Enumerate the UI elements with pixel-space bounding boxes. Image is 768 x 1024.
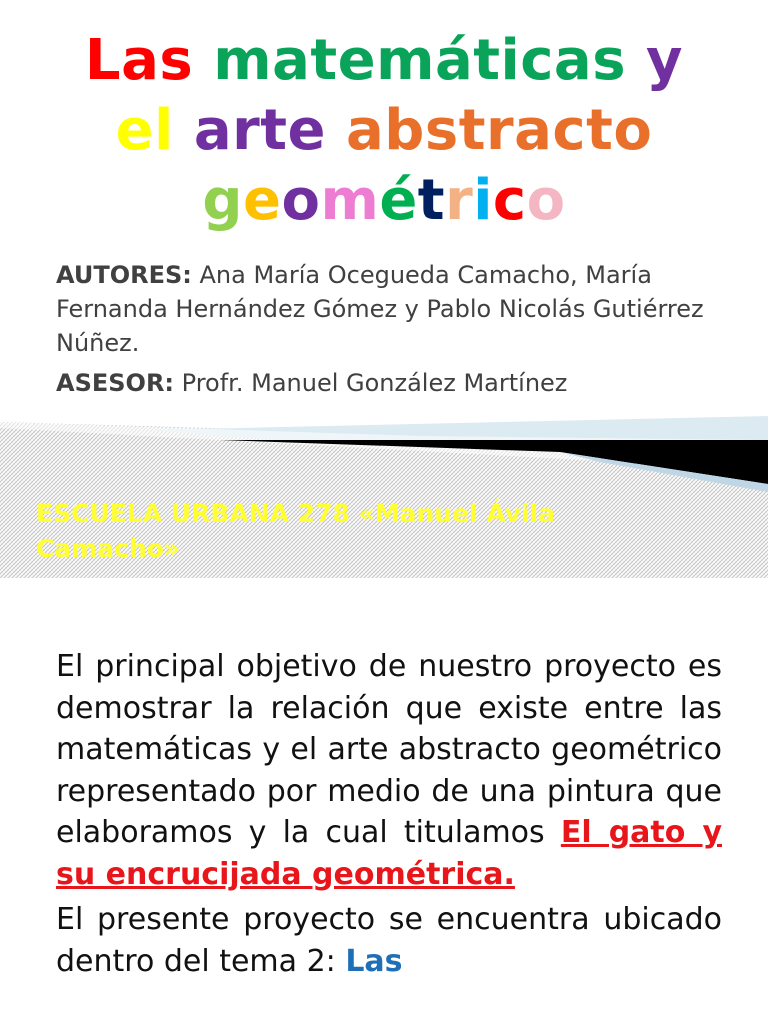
title-segment: [193, 28, 213, 93]
title-segment: c: [492, 168, 527, 233]
title-segment: abstracto: [346, 98, 653, 163]
body-text: [56, 646, 722, 982]
title-segment: Las: [84, 28, 194, 93]
topic-link-text: Las: [345, 943, 403, 979]
title-segment: matemáticas: [213, 28, 627, 93]
advisor-line: [56, 366, 736, 400]
title-segment: y: [646, 28, 684, 93]
document-title: [0, 26, 768, 236]
credits-block: [56, 258, 736, 400]
painting-title: El gato y su encrucijada geométrica.: [56, 815, 722, 892]
authors-line: [56, 258, 736, 360]
school-name: ESCUELA URBANA 278 «Manuel Ávila Camacho»: [36, 499, 556, 563]
title-segment: e: [242, 168, 282, 233]
title-segment: [326, 98, 346, 163]
paragraph-objective: [56, 646, 722, 895]
title-segment: i: [473, 168, 493, 233]
title-segment: r: [445, 168, 474, 233]
title-segment: o: [281, 168, 321, 233]
title-segment: arte: [193, 98, 326, 163]
title-line-3: [0, 166, 768, 236]
title-segment: é: [379, 168, 418, 233]
advisor-name: Profr. Manuel González Martínez: [174, 369, 568, 397]
title-segment: g: [202, 168, 243, 233]
authors-label: AUTORES:: [56, 261, 192, 289]
title-segment: el: [115, 98, 174, 163]
objective-text: El principal objetivo de nuestro proyecto es demostrar la relación que existe entre las matemáticas y el arte abstracto geométrico representado por medio de una pintura que elaboramos y la cual titulamos: [56, 649, 722, 850]
title-segment: m: [320, 168, 380, 233]
paragraph-location: [56, 899, 722, 982]
title-segment: t: [417, 168, 446, 233]
title-segment: o: [526, 168, 566, 233]
advisor-label: ASESOR:: [56, 369, 175, 397]
title-segment: [626, 28, 646, 93]
authors-names: Ana María Ocegueda Camacho, María Fernanda Hernández Gómez y Pablo Nicolás Gutiérrez Núñez.: [56, 261, 704, 357]
title-line-2: [0, 96, 768, 166]
location-text: El presente proyecto se encuentra ubicado dentro del tema 2:: [56, 902, 722, 979]
title-line-1: [0, 26, 768, 96]
title-segment: [174, 98, 194, 163]
